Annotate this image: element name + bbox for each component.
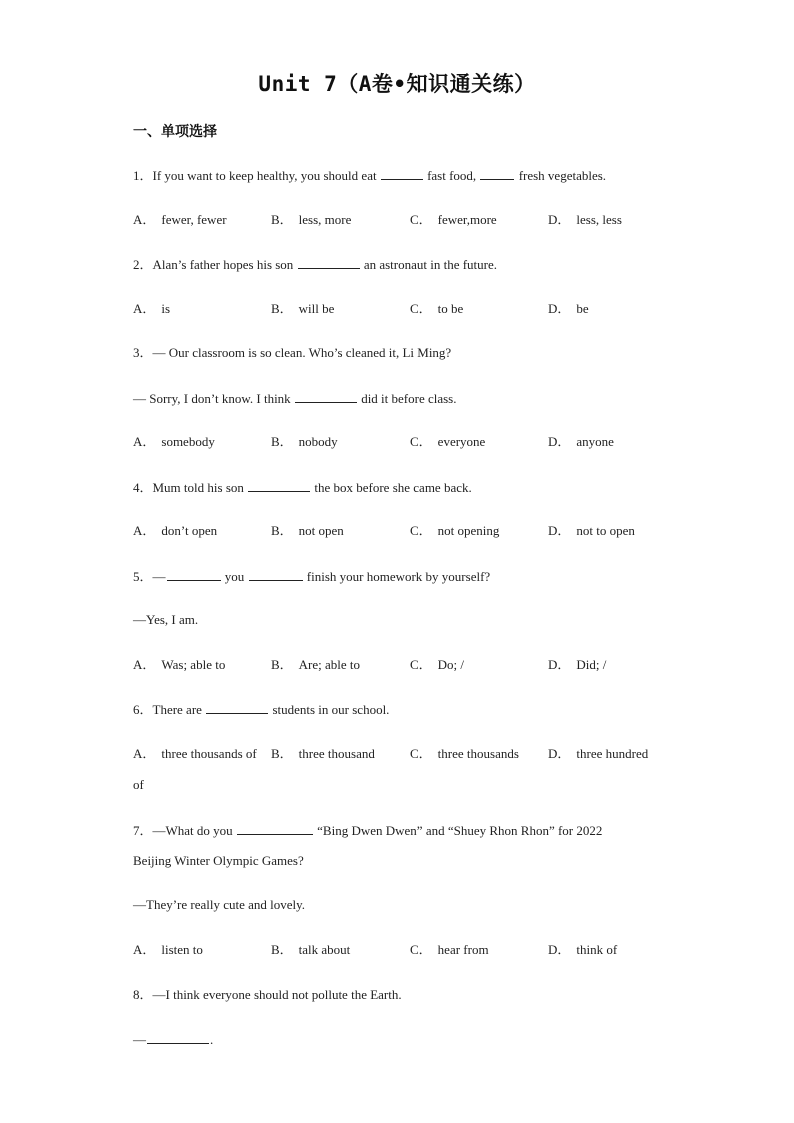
question-3-reply: — Sorry, I don’t know. I think did it before class. [133, 391, 457, 406]
question-3-option-a[interactable]: A． somebody [133, 434, 215, 449]
question-5-stem: 5．— you finish your homework by yourself? [133, 569, 491, 584]
question-4-option-d[interactable]: D． not to open [548, 523, 635, 538]
question-5-option-d[interactable]: D． Did; / [548, 657, 607, 672]
question-7-option-d[interactable]: D． think of [548, 942, 618, 957]
question-4-option-b[interactable]: B． not open [271, 523, 344, 538]
question-7-reply: —They’re really cute and lovely. [133, 897, 306, 912]
answer-blank[interactable] [295, 390, 357, 403]
question-2-option-a[interactable]: A． is [133, 301, 171, 316]
question-8-reply: — . [133, 1032, 214, 1047]
question-3-stem: 3．— Our classroom is so clean. Who’s cleaned it, Li Ming? [133, 345, 452, 360]
answer-blank[interactable] [381, 167, 423, 180]
question-1-option-a[interactable]: A． fewer, fewer [133, 212, 227, 227]
question-6-option-d[interactable]: D． three hundred [548, 746, 649, 761]
question-7-stem: 7．—What do you “Bing Dwen Dwen” and “Shuey Rhon Rhon” for 2022 [133, 823, 603, 838]
question-6-option-b[interactable]: B． three thousand [271, 746, 375, 761]
answer-blank[interactable] [167, 568, 221, 581]
question-4-stem: 4．Mum told his son the box before she came back. [133, 480, 472, 495]
question-2-option-c[interactable]: C． to be [410, 301, 464, 316]
answer-blank[interactable] [147, 1031, 209, 1044]
question-7-stem-continued: Beijing Winter Olympic Games? [133, 853, 304, 868]
question-1-option-b[interactable]: B． less, more [271, 212, 352, 227]
question-8-stem: 8．—I think everyone should not pollute the Earth. [133, 987, 402, 1002]
answer-blank[interactable] [298, 256, 360, 269]
answer-blank[interactable] [249, 568, 303, 581]
question-7-option-b[interactable]: B． talk about [271, 942, 351, 957]
answer-blank[interactable] [248, 479, 310, 492]
question-2-option-d[interactable]: D． be [548, 301, 589, 316]
question-3-option-c[interactable]: C． everyone [410, 434, 486, 449]
question-7-option-a[interactable]: A． listen to [133, 942, 203, 957]
question-1-option-d[interactable]: D． less, less [548, 212, 622, 227]
question-2-option-b[interactable]: B． will be [271, 301, 335, 316]
question-5-reply: —Yes, I am. [133, 612, 199, 627]
question-1-option-c[interactable]: C． fewer,more [410, 212, 497, 227]
section-heading: 一、单项选择 [133, 124, 217, 140]
question-4-option-c[interactable]: C． not opening [410, 523, 500, 538]
answer-blank[interactable] [237, 822, 313, 835]
question-6-stem: 6．There are students in our school. [133, 702, 390, 717]
question-6-option-a[interactable]: A． three thousands of [133, 746, 257, 761]
question-2-stem: 2．Alan’s father hopes his son an astronaut in the future. [133, 257, 498, 272]
question-3-option-d[interactable]: D． anyone [548, 434, 614, 449]
question-5-option-a[interactable]: A． Was; able to [133, 657, 226, 672]
question-6-option-a-wrap: of [133, 777, 144, 792]
question-5-option-c[interactable]: C． Do; / [410, 657, 465, 672]
question-7-option-c[interactable]: C． hear from [410, 942, 489, 957]
question-4-option-a[interactable]: A． don’t open [133, 523, 218, 538]
question-6-option-c[interactable]: C． three thousands [410, 746, 519, 761]
page-title: Unit 7（A卷•知识通关练） [258, 72, 536, 96]
question-3-option-b[interactable]: B． nobody [271, 434, 338, 449]
answer-blank[interactable] [206, 701, 268, 714]
question-1-stem: 1．If you want to keep healthy, you should eat fast food, fresh vegetables. [133, 168, 607, 183]
question-5-option-b[interactable]: B． Are; able to [271, 657, 361, 672]
answer-blank[interactable] [480, 167, 514, 180]
